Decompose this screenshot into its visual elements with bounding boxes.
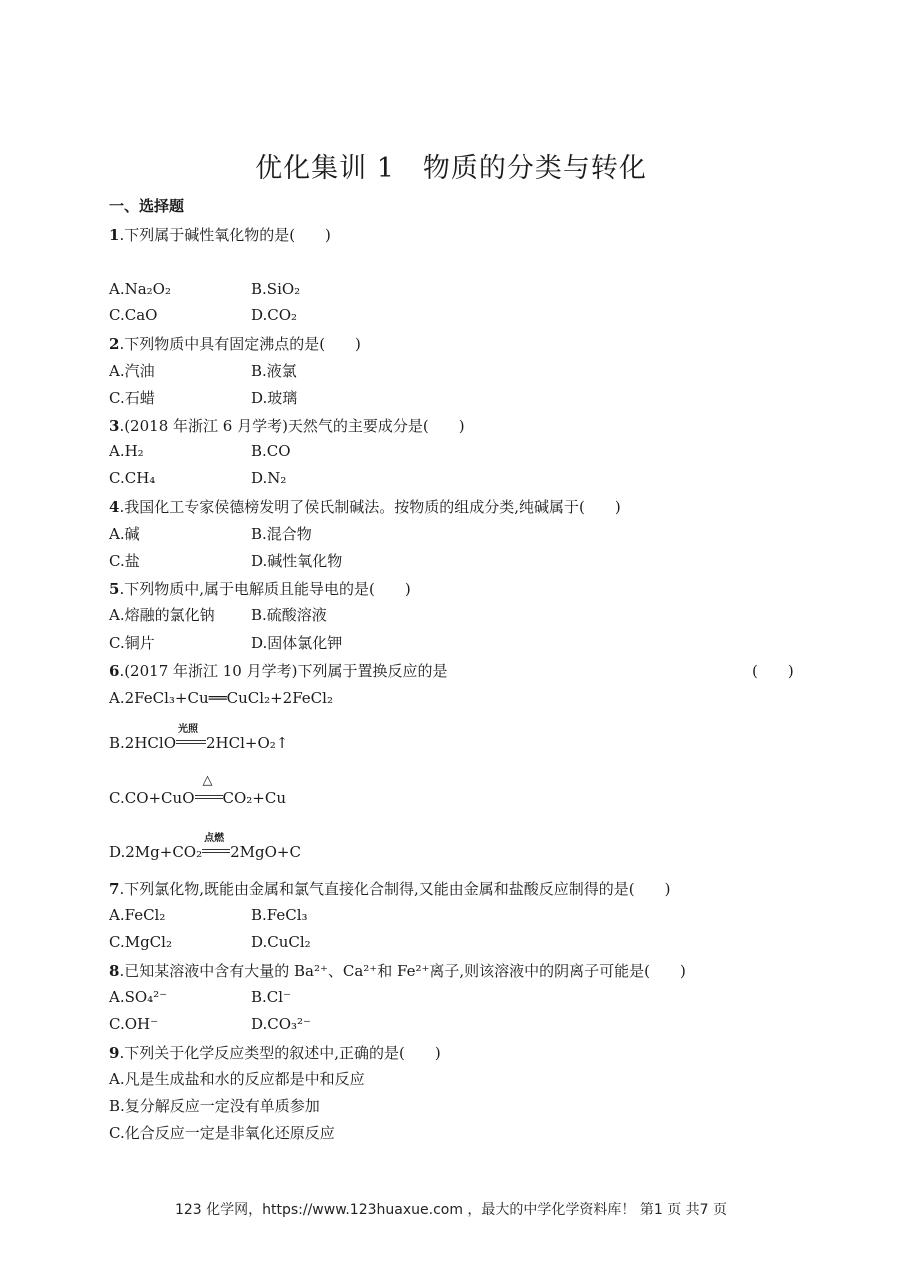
q2-option-d[interactable]: D.玻璃 (251, 389, 298, 407)
question-5: 5.下列物质中,属于电解质且能导电的是( ) (109, 580, 411, 598)
q3-option-c[interactable]: C.CH₄ (109, 469, 156, 487)
page-title: 优化集训 1 物质的分类与转化 (255, 153, 647, 184)
section-heading: 一、选择题 (109, 197, 185, 215)
q8-option-a[interactable]: A.SO₄²⁻ (109, 988, 168, 1006)
question-8: 8.已知某溶液中含有大量的 Ba²⁺、Ca²⁺和 Fe²⁺离子,则该溶液中的阴离子可能是( ) (109, 962, 686, 980)
question-6: 6.(2017 年浙江 10 月学考)下列属于置换反应的是 (109, 662, 448, 680)
question-7: 7.下列氯化物,既能由金属和氯气直接化合制得,又能由金属和盐酸反应制得的是( ) (109, 880, 671, 898)
q8-option-b[interactable]: B.Cl⁻ (251, 988, 291, 1006)
q6-d-condition-arrow (202, 833, 230, 857)
question-1: 1.下列属于碱性氧化物的是( ) (109, 226, 331, 244)
question-3: 3.(2018 年浙江 6 月学考)天然气的主要成分是( ) (109, 417, 465, 435)
q6-option-b[interactable] (109, 724, 289, 752)
q9-option-b[interactable]: B.复分解反应一定没有单质参加 (109, 1097, 320, 1115)
q5-option-c[interactable]: C.铜片 (109, 634, 155, 652)
q2-option-b[interactable]: B.液氯 (251, 362, 297, 380)
question-9: 9.下列关于化学反应类型的叙述中,正确的是( ) (109, 1044, 441, 1062)
q5-option-d[interactable]: D.固体氯化钾 (251, 634, 343, 652)
q1-option-b[interactable]: B.SiO₂ (251, 280, 301, 298)
q4-option-c[interactable]: C.盐 (109, 552, 140, 570)
q6-d-reactant: D.2Mg+CO₂ (109, 843, 203, 861)
q6-b-condition: 光照 (178, 724, 198, 735)
q4-option-d[interactable]: D.碱性氧化物 (251, 552, 343, 570)
q7-option-b[interactable]: B.FeCl₃ (251, 906, 308, 924)
question-4: 4.我国化工专家侯德榜发明了侯氏制碱法。按物质的组成分类,纯碱属于( ) (109, 498, 621, 516)
q6-d-product: 2MgO+C (230, 843, 301, 861)
q6-c-product: CO₂+Cu (222, 789, 286, 807)
q2-option-a[interactable]: A.汽油 (109, 362, 155, 380)
q1-option-d[interactable]: D.CO₂ (251, 306, 298, 324)
q9-option-a[interactable]: A.凡是生成盐和水的反应都是中和反应 (109, 1070, 365, 1088)
q6-d-condition: 点燃 (204, 833, 225, 844)
q4-option-a[interactable]: A.碱 (109, 525, 140, 543)
q6-c-condition: △ (202, 773, 213, 788)
q4-option-b[interactable]: B.混合物 (251, 525, 312, 543)
q7-option-a[interactable]: A.FeCl₂ (109, 906, 166, 924)
q3-option-a[interactable]: A.H₂ (109, 442, 144, 460)
q5-option-b[interactable]: B.硫酸溶液 (251, 606, 327, 624)
q6-c-condition-arrow (195, 773, 223, 803)
q8-option-d[interactable]: D.CO₃²⁻ (251, 1015, 311, 1033)
q6-option-a[interactable]: A.2FeCl₃+Cu══CuCl₂+2FeCl₂ (109, 689, 333, 707)
q6-answer-paren[interactable]: ( ) (752, 662, 794, 680)
q6-b-reactant: B.2HClO (109, 734, 176, 752)
question-2: 2.下列物质中具有固定沸点的是( ) (109, 335, 361, 353)
q6-b-condition-arrow (176, 724, 206, 748)
q9-option-c[interactable]: C.化合反应一定是非氧化还原反应 (109, 1124, 335, 1142)
q6-option-d[interactable] (109, 833, 301, 861)
q6-c-reactant: C.CO+CuO (109, 789, 195, 807)
page-footer: 123 化学网，https://www.123huaxue.com ，最大的中学化学资料库！ 第1 页 共7 页 (174, 1202, 728, 1218)
q7-option-c[interactable]: C.MgCl₂ (109, 933, 172, 951)
q6-option-c[interactable] (109, 773, 286, 807)
q3-option-d[interactable]: D.N₂ (251, 469, 287, 487)
q1-option-c[interactable]: C.CaO (109, 306, 158, 324)
q7-option-d[interactable]: D.CuCl₂ (251, 933, 311, 951)
q1-option-a[interactable]: A.Na₂O₂ (109, 280, 171, 298)
q2-option-c[interactable]: C.石蜡 (109, 389, 155, 407)
q5-option-a[interactable]: A.熔融的氯化钠 (109, 606, 215, 624)
q8-option-c[interactable]: C.OH⁻ (109, 1015, 159, 1033)
q6-b-product: 2HCl+O₂↑ (206, 734, 289, 752)
q3-option-b[interactable]: B.CO (251, 442, 291, 460)
